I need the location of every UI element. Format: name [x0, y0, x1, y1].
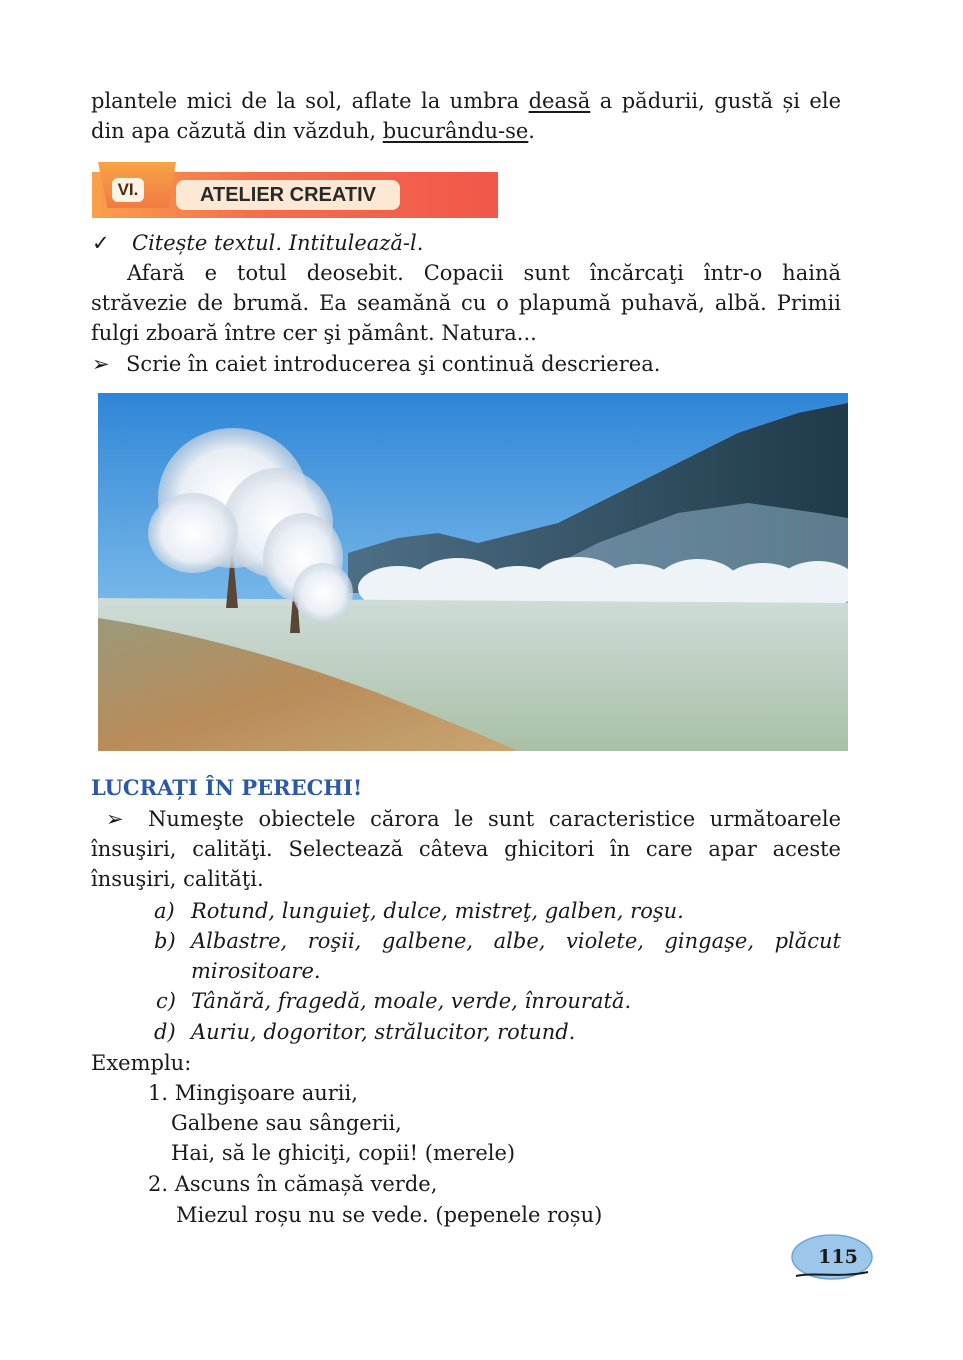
list-item-label: d) — [154, 1020, 176, 1044]
task-writing: Scrie în caiet introducerea şi continuă descrierea. — [126, 352, 661, 376]
example-label: Exemplu: — [91, 1051, 192, 1075]
riddle-line: Miezul roșu nu se vede. (pepenele roșu) — [176, 1203, 603, 1227]
landscape-illustration — [98, 393, 848, 751]
riddle-line: 2. Ascuns în cămașă verde, — [148, 1172, 438, 1196]
paragraph-line: plantele mici de la sol, aflate la umbra deasă a pădurii, gustă și ele — [91, 89, 841, 113]
riddle-line: 1. Mingişoare aurii, — [148, 1081, 358, 1105]
underlined-word: deasă — [528, 89, 591, 113]
instruction-line: Numeşte obiectele cărora le sunt caracteristice următoarele — [148, 807, 841, 831]
passage-line: străvezie de brumă. Ea seamănă cu o plapumă puhavă, albă. Primii — [91, 291, 841, 315]
instruction-line: însuşiri, calităţi. — [91, 867, 264, 891]
section-title: ATELIER CREATIV — [176, 180, 400, 210]
list-item-label: b) — [154, 929, 176, 953]
riddle-line: Hai, să le ghiciţi, copii! (merele) — [171, 1141, 516, 1165]
underlined-word: bucurându-se — [382, 119, 529, 143]
list-item: Auriu, dogoritor, strălucitor, rotund. — [191, 1020, 576, 1044]
list-item-label: a) — [154, 899, 175, 923]
list-item-continued: mirositoare. — [191, 959, 321, 983]
page-number: 115 — [818, 1246, 858, 1268]
paragraph-line: din apa căzută din văzduh, bucurându-se. — [91, 119, 535, 143]
arrow-bullet-icon: ➢ — [106, 807, 124, 831]
passage-line: Afară e totul deosebit. Copacii sunt încărcaţi într-o haină — [127, 261, 841, 285]
winter-landscape-photo — [98, 393, 848, 751]
section-banner — [92, 160, 498, 218]
task-reading: Citește textul. Intitulează-l. — [132, 231, 424, 255]
riddle-line: Galbene sau sângerii, — [171, 1111, 402, 1135]
arrow-bullet-icon: ➢ — [92, 352, 110, 376]
instruction-line: însuşiri, calităţi. Selectează câteva ghicitori în care apar aceste — [91, 837, 841, 861]
passage-line: fulgi zboară între cer şi pământ. Natura... — [91, 321, 537, 345]
pair-work-heading: LUCRAȚI ÎN PERECHI! — [91, 775, 363, 800]
list-item: Albastre, roşii, galbene, albe, violete, gingaşe, plăcut — [191, 929, 841, 953]
list-item: Rotund, lunguieţ, dulce, mistreţ, galben, roşu. — [191, 899, 684, 923]
list-item: Tânără, fragedă, moale, verde, înrourată. — [191, 989, 632, 1013]
section-number: VI. — [112, 178, 144, 202]
checkmark-icon: ✓ — [92, 231, 110, 255]
list-item-label: c) — [156, 989, 176, 1013]
